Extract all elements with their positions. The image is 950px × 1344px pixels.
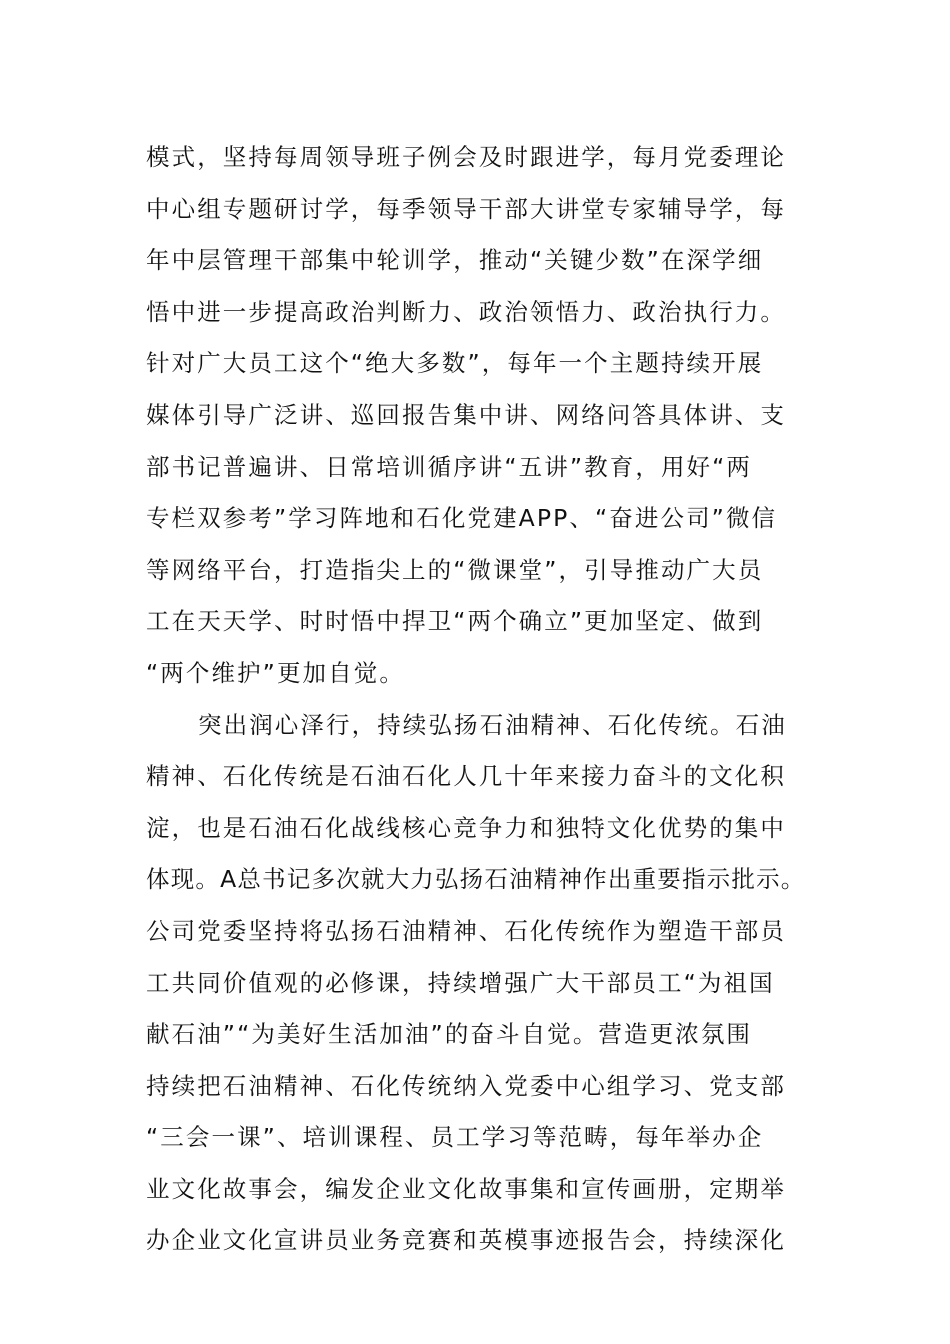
text-line: 淀，也是石油石化战线核心竞争力和独特文化优势的集中 (146, 813, 786, 842)
text-line: 年中层管理干部集中轮训学，推动“关键少数”在深学细 (146, 246, 764, 275)
body-text (146, 132, 816, 1267)
text-line: 工在天天学、时时悟中捍卫“两个确立”更加坚定、做到 (146, 607, 764, 636)
text-line: 持续把石油精神、石化传统纳入党委中心组学习、党支部 (146, 1071, 786, 1100)
text-line: 媒体引导广泛讲、巡回报告集中讲、网络问答具体讲、支 (146, 400, 786, 429)
paragraph-first-line: 突出润心泽行，持续弘扬石油精神、石化传统。石油 (198, 710, 787, 739)
text-line: 专栏双参考”学习阵地和石化党建APP、“奋进公司”微信 (146, 504, 778, 533)
text-line: “三会一课”、培训课程、员工学习等范畴，每年举办企 (146, 1123, 764, 1152)
text-line: 体现。A总书记多次就大力弘扬石油精神作出重要指示批示。 (146, 865, 806, 894)
text-line: 针对广大员工这个“绝大多数”，每年一个主题持续开展 (146, 349, 764, 378)
text-line: 精神、石化传统是石油石化人几十年来接力奋斗的文化积 (146, 762, 786, 791)
text-line: 中心组专题研讨学，每季领导干部大讲堂专家辅导学，每 (146, 194, 786, 223)
text-line: 工共同价值观的必修课，持续增强广大干部员工“为祖国 (146, 968, 775, 997)
text-line: 公司党委坚持将弘扬石油精神、石化传统作为塑造干部员 (146, 916, 786, 945)
text-line: 献石油”“为美好生活加油”的奋斗自觉。营造更浓氛围 (146, 1020, 753, 1049)
text-line: 业文化故事会，编发企业文化故事集和宣传画册，定期举 (146, 1174, 786, 1203)
text-line: 等网络平台，打造指尖上的“微课堂”，引导推动广大员 (146, 555, 764, 584)
text-line: 模式，坚持每周领导班子例会及时跟进学，每月党委理论 (146, 143, 786, 171)
text-line: 办企业文化宣讲员业务竞赛和英模事迹报告会，持续深化 (146, 1226, 786, 1255)
text-line: “两个维护”更加自觉。 (146, 658, 405, 687)
text-line: 部书记普遍讲、日常培训循序讲“五讲”教育，用好“两 (146, 452, 753, 481)
text-line: 悟中进一步提高政治判断力、政治领悟力、政治执行力。 (146, 297, 786, 326)
